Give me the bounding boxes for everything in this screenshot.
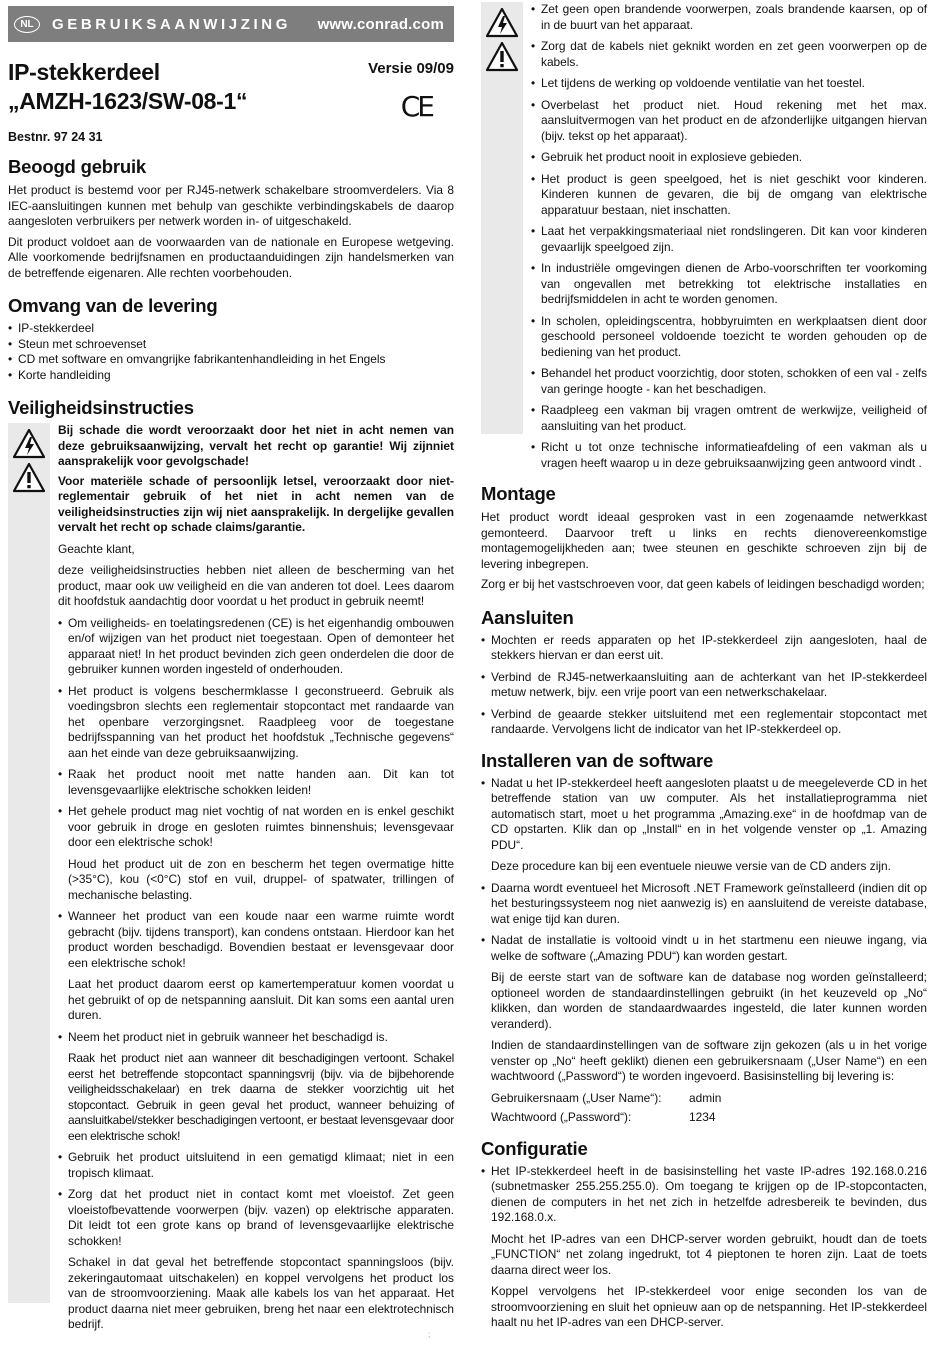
list-item: • Behandel het product voorzichtig, door stoten, schokken of een val - zelfs van geringe hoogte - kan het beschadigen.	[531, 366, 927, 397]
section-heading-config: Configuratie	[481, 1137, 588, 1159]
list-subparagraph: Deze procedure kan bij een eventuele nieuwe versie van de CD anders zijn.	[491, 859, 891, 873]
username-label: Gebruikersnaam („User Name“):	[491, 1090, 662, 1105]
password-label: Wachtwoord („Password“):	[491, 1110, 632, 1124]
list-item: • Nadat de installatie is voltooid vindt u in het startmenu een nieuwe ingang, via welke de software („Amazing PDU“) kan worden gestart. Bij de eerste start van de software kan de database nog worden geïnstalleerd; optioneel worden de standaardinstellingen gebruikt (in het keuzeveld op „No“ klikken, dan worden de standaardwaardes ingesteld, die later kunnen worden veranderd). Indien de standaardinstellingen van de software zijn gekozen (als u in het vorige venster op „No“ heeft geklikt) dienen een gebruikersnaam („User Name“) en een wachtwoord („Password“) te worden ingevoerd. Basisinstelling bij levering is:	[481, 933, 927, 1085]
safety-content-continued	[523, 2, 927, 471]
order-number: Bestnr. 97 24 31	[8, 130, 103, 144]
password-value: 1234	[689, 1110, 716, 1124]
list-item: • In industriële omgevingen dienen de Arbo-voorschriften ter voorkoming van ongevallen met betrekking tot elektrische installaties en bedrijfsmiddelen in acht te worden genomen.	[531, 261, 927, 308]
username-value: admin	[689, 1090, 722, 1105]
list-item: • Laat het verpakkingsmateriaal niet rondslingeren. Dit kan voor kinderen gevaarlijk speelgoed zijn.	[531, 224, 927, 255]
list-item: • Raak het product nooit met natte handen aan. Dit kan tot levensgevaarlijke elektrische schokken leiden!	[58, 767, 454, 798]
beoogd-paragraph-2: Dit product voldoet aan de voorwaarden van de nationale en Europese wetgeving. Alle voorkomende bedrijfsnamen en productaanduidingen zijn handelsmerken van de betreffende eigenaren. Alle rechten voorbehouden.	[8, 234, 454, 280]
page-mark: ;	[428, 1330, 431, 1339]
electric-shock-warning-icon	[486, 8, 518, 38]
list-item: • Neem het product niet in gebruik wanneer het beschadigd is. Raak het product niet aan wanneer dit beschadigingen vertoont. Schakel eerst het betreffende stopcontact spanningsvrij (bijv. via de bijbehorende veiligheidsschakelaar) en trek daarna de stekker voorzichtig uit het stopcontact. Gebruik in geen geval het product, wanneer behuizing of aansluitkabel/stekker beschadigingen vertoont, er bestaat levensgevaar door een elektrische schok!	[58, 1030, 454, 1145]
safety-greeting: Geachte klant,	[58, 541, 135, 556]
list-subparagraph: Raak het product niet aan wanneer dit beschadigingen vertoont. Schakel eerst het betreffende stopcontact spanningsvrij (bijv. via de bijbehorende veiligheidsschakelaar) en trek daarna de stekker voorzichtig uit het stopcontact. Gebruik in geen geval het product, wanneer behuizing of aansluitkabel/stekker beschadigingen vertoont, er bestaat levensgevaar door een elektrische schok!	[68, 1051, 454, 1143]
section-heading-aansluiten: Aansluiten	[481, 606, 574, 628]
list-item: • Het product is volgens beschermklasse I geconstrueerd. Gebruik als voedingsbron slechts een reglementair stopcontact met randaarde van het openbare verzorgingsnet. Raadpleeg voor de toegestane bedrijfsspanning van het product het hoofdstuk „Technische gegevens“ aan het einde van deze gebruiksaanwijzing.	[58, 684, 454, 762]
list-subparagraph: Laat het product daarom eerst op kamertemperatuur komen voordat u het gebruikt of op de netspanning aansluit. Dit kan soms een aantal uren duren.	[68, 977, 454, 1022]
safety-list-continued	[531, 2, 927, 471]
credential-row-password	[481, 1110, 927, 1126]
banner-title: GEBRUIKSAANWIJZING	[52, 15, 291, 33]
product-title	[8, 58, 247, 116]
safety-list	[58, 616, 454, 1333]
safety-warning-2: Voor materiële schade of persoonlijk letsel, veroorzaakt door niet-reglementair gebruik of het niet in acht nemen van de veiligheidsinstructies zijn wij niet aansprakelijk. In dergelijke gevallen vervalt het recht op schade claims/garantie.	[58, 473, 454, 534]
credential-row-username	[481, 1091, 927, 1107]
list-item: • Let tijdens de werking op voldoende ventilatie van het toestel.	[531, 76, 927, 92]
list-subparagraph: Houd het product uit de zon en bescherm het tegen overmatige hitte (>35°C), kou (<0°C) stof en vuil, druppel- of spatwater, trillingen of mechanische belasting.	[68, 856, 454, 902]
list-item: • Wanneer het product van een koude naar een warme ruimte wordt gebracht (bijv. tijdens transport), kan condens ontstaan. Hierdoor kan het product worden beschadigd. Bovendien bestaat er levensgevaar door een elektrische schok! Laat het product daarom eerst op kamertemperatuur komen voordat u het gebruikt of op de netspanning aansluit. Dit kan soms een aantal uren duren.	[58, 909, 454, 1024]
list-subparagraph: Indien de standaardinstellingen van de software zijn gekozen (als u in het vorige venster op „No“ heeft geklikt) dienen een gebruikersnaam („User Name“) en een wachtwoord („Password“) te worden ingevoerd. Basisinstelling bij levering is:	[491, 1038, 927, 1083]
beoogd-paragraph-1: Het product is bestemd voor per RJ45-netwerk schakelbare stroomverdelers. Via 8 IEC-aansluitingen kunnen met behulp van geschikte verbindingskabels de daarop aangesloten verbruikers per netwerk worden in- of uitgeschakeld.	[8, 183, 454, 228]
safety-block	[8, 423, 454, 1333]
list-item: • Overbelast het product niet. Houd rekening met het max. aansluitvermogen van het product en de afzonderlijke uitgangen hiervan (bijv. tekst op het apparaat).	[531, 98, 927, 145]
ce-mark: CE	[400, 90, 432, 123]
list-subparagraph: Bij de eerste start van de software kan de database nog worden geïnstalleerd; optioneel worden de standaardinstellingen gebruikt (in het keuzeveld op „No“ klikken, dan worden de standaardwaardes ingesteld, die later kunnen worden veranderd).	[491, 970, 927, 1031]
language-badge: NL	[14, 16, 40, 33]
list-item: • In scholen, opleidingscentra, hobbyruimten en werkplaatsen dient door geschoold personeel voldoende toezicht te worden gehouden op de bediening van het product.	[531, 314, 927, 361]
section-heading-veiligheid: Veiligheidsinstructies	[8, 397, 194, 418]
list-item: • Korte handleiding	[8, 368, 454, 384]
montage-paragraph-2: Zorg er bij het vastschroeven voor, dat geen kabels of leidingen beschadigd worden;	[481, 577, 925, 591]
section-heading-beoogd: Beoogd gebruik	[8, 156, 147, 177]
list-item: • Verbind de geaarde stekker uitsluitend met een reglementair stopcontact met randaarde. Vervolgens licht de indicator van het IP-stekkerdeel op.	[481, 707, 927, 738]
list-item: • Raadpleeg een vakman bij vragen omtrent de werkwijze, veiligheid of aansluiting van het product.	[531, 403, 927, 434]
list-item: • Steun met schroevenset	[8, 337, 454, 353]
list-item: • Om veiligheids- en toelatingsredenen (CE) is het eigenhandig ombouwen en/of wijzigen van het product niet toegestaan. Open of demonteer het apparaat niet! In het product bevinden zich geen onderdelen die door de gebruiker kunnen worden ingesteld of onderhouden.	[58, 616, 454, 678]
section-heading-software: Installeren van de software	[481, 749, 714, 771]
list-item: • Gebruik het product uitsluitend in een gematigd klimaat; niet in een tropisch klimaat.	[58, 1150, 454, 1181]
safety-content	[50, 423, 454, 1333]
montage-paragraph-1: Het product wordt ideaal gesproken vast in een zogenaamde netwerkkast gemonteerd. Daarvoor treft u links en rechts dienovereenkomstige montagemogelijkheden aan; twee steunen en geschikte schroeven zijn bij de levering inbegrepen.	[481, 510, 927, 571]
section-heading-montage: Montage	[481, 483, 556, 504]
version-label: Versie 09/09	[368, 60, 454, 77]
config-list	[481, 1164, 927, 1331]
exclamation-warning-icon	[13, 463, 45, 493]
list-item: • Het IP-stekkerdeel heeft in de basisinstelling het vaste IP-adres 192.168.0.216 (subnetmasker 255.255.255.0). Om toegang te krijgen op de IP-stopcontacten, dienen de computers in het net zich in hetzelfde adresbereik te bevinden, dus 192.168.0.x. Mocht het IP-adres van een DHCP-server worden gebruikt, houdt dan de toets „FUNCTION“ net zolang ingedrukt, tot 4 pieptonen te horen zijn. Laat de toets daarna direct weer los. Koppel vervolgens het IP-stekkerdeel voor enige seconden los van de stroomvoorziening en sluit het opnieuw aan op de netspanning. Het IP-stekkerdeel haalt nu het IP-adres van een DHCP-server.	[481, 1164, 927, 1331]
software-list	[481, 776, 927, 1085]
list-item: • Het product is geen speelgoed, het is niet geschikt voor kinderen. Kinderen kunnen de gevaren, die bij de omgang van elektrische apparatuur bestaan, niet inschatten.	[531, 172, 927, 219]
left-column	[8, 6, 454, 1333]
list-item: • Zorg dat de kabels niet geknikt worden en zet geen voorwerpen op de kabels.	[531, 39, 927, 70]
list-item: • Zet geen open brandende voorwerpen, zoals brandende kaarsen, op of in de buurt van het apparaat.	[531, 2, 927, 33]
warning-gutter	[481, 2, 523, 434]
right-column	[481, 2, 927, 1331]
safety-block-continued	[481, 2, 927, 471]
electric-shock-warning-icon	[13, 429, 45, 459]
list-item: • CD met software en omvangrijke fabrikantenhandleiding in het Engels	[8, 352, 454, 368]
title-block	[8, 42, 454, 148]
list-item: • Zorg dat het product niet in contact komt met vloeistof. Zet geen vloeistofbevattende voorwerpen (bijv. vazen) op elektrische apparaten. Dit leidt tot een grote kans op brand of levensgevaarlijke elektrische schokken! Schakel in dat geval het betreffende stopcontact spanningsloos (bijv. zekeringautomaat uitschakelen) en koppel vervolgens het product los van de stroomvoorziening. Maak alle kabels los van het apparaat. Het product daarna niet meer gebruiken, breng het naar een elektrotechnisch bedrijf.	[58, 1187, 454, 1333]
safety-warning-1: Bij schade die wordt veroorzaakt door het niet in acht nemen van deze gebruiksaanwijzing, vervalt het recht op garantie! Wij zijnniet aansprakelijk voor gevolgschade!	[58, 423, 454, 468]
list-item: • Daarna wordt eventueel het Microsoft .NET Framework geïnstalleerd (indien dit op het besturingssysteem nog niet aanwezig is) en aansluitend de vereiste database, wat enige tijd kan duren.	[481, 881, 927, 928]
product-title-line2: „AMZH-1623/SW-08-1“	[8, 88, 248, 114]
list-item: • Gebruik het product nooit in explosieve gebieden.	[531, 150, 927, 166]
list-item: • Het gehele product mag niet vochtig of nat worden en is enkel geschikt voor gebruik in droge en gesloten ruimtes binnenshuis; levensgevaar door een elektrische schok! Houd het product uit de zon en bescherm het tegen overmatige hitte (>35°C), kou (<0°C) stof en vuil, druppel- of spatwater, trillingen of mechanische belasting.	[58, 804, 454, 903]
list-subparagraph: Mocht het IP-adres van een DHCP-server worden gebruikt, houdt dan de toets „FUNCTION“ net zolang ingedrukt, tot 4 pieptonen te horen zijn. Laat de toets daarna direct weer los.	[491, 1231, 927, 1277]
safety-intro: deze veiligheidsinstructies hebben niet alleen de bescherming van het product, maar ook uw veiligheid en die van anderen tot doel. Lees daarom dit hoofdstuk aandachtig door voordat u het product in gebruik neemt!	[58, 563, 454, 608]
section-heading-levering: Omvang van de levering	[8, 295, 218, 316]
list-item: • Richt u tot onze technische informatieafdeling of een vakman als u vragen heeft waarop u in deze gebruiksaanwijzing geen antwoord vindt .	[531, 440, 927, 471]
exclamation-warning-icon	[486, 42, 518, 72]
product-title-line1: IP-stekkerdeel	[8, 59, 160, 85]
header-banner	[8, 6, 454, 42]
warning-gutter	[8, 423, 50, 1303]
list-subparagraph: Koppel vervolgens het IP-stekkerdeel voor enige seconden los van de stroomvoorziening en sluit het opnieuw aan op de netspanning. Het IP-stekkerdeel haalt nu het IP-adres van een DHCP-server.	[491, 1284, 927, 1329]
banner-url: www.conrad.com	[317, 15, 444, 33]
list-item: • IP-stekkerdeel	[8, 321, 454, 337]
list-subparagraph: Schakel in dat geval het betreffende stopcontact spanningsloos (bijv. zekeringautomaat uitschakelen) en koppel vervolgens het product los van de stroomvoorziening. Maak alle kabels los van het apparaat. Het product daarna niet meer gebruiken, breng het naar een elektrotechnisch bedrijf.	[68, 1255, 454, 1331]
list-item: • Verbind de RJ45-netwerkaansluiting aan de achterkant van het IP-stekkerdeel metuw netwerk, bijv. een vrije poort van een netwerkschakelaar.	[481, 670, 927, 701]
list-item: • Mochten er reeds apparaten op het IP-stekkerdeel zijn aangesloten, haal de stekkers hiervan er dan eerst uit.	[481, 633, 927, 664]
list-item: • Nadat u het IP-stekkerdeel heeft aangesloten plaatst u de meegeleverde CD in het betreffende station van uw computer. Als het installatieprogramma niet automatisch start, moet u het programma „Amazing.exe“ in de hoofdmap van de CD opstarten. Klik dan op „Install“ en in het volgende venster op „1. Amazing PDU“. Deze procedure kan bij een eventuele nieuwe versie van de CD anders zijn.	[481, 776, 927, 875]
aansluiten-list	[481, 633, 927, 738]
levering-list	[8, 321, 454, 383]
